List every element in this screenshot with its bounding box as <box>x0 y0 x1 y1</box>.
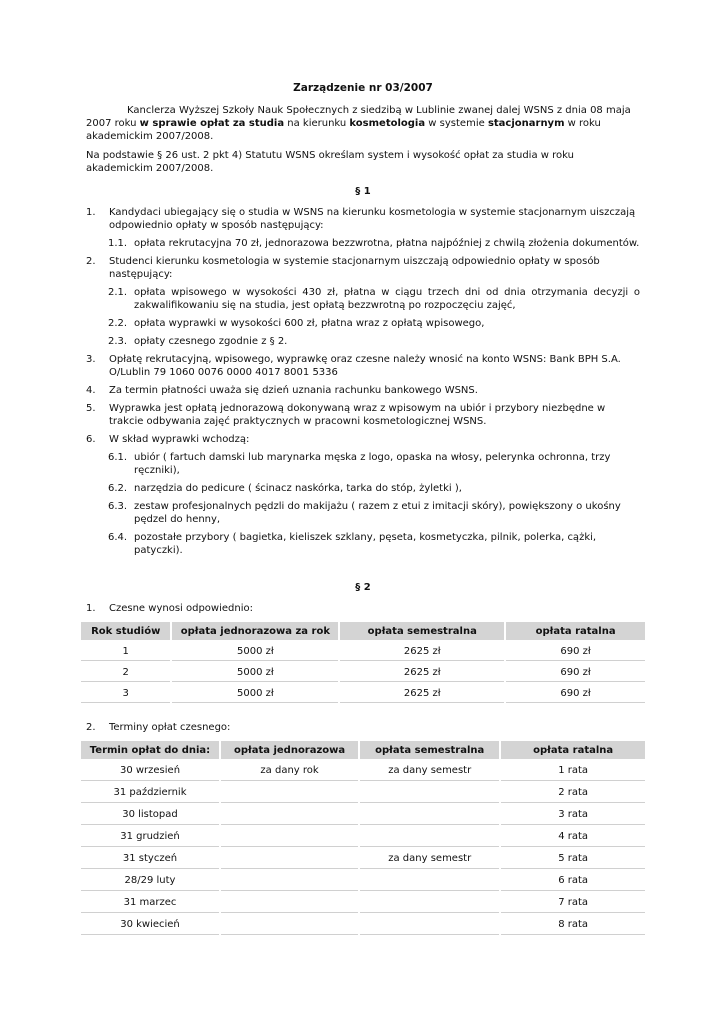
sub-list-item: 2.3. opłaty czesnego zgodnie z § 2. <box>108 336 288 347</box>
table-row: 30 wrzesień za dany rok za dany semestr 1 rata <box>81 761 645 781</box>
table-header: opłata ratalna <box>501 741 645 759</box>
sub-list-item: 2.1. opłata wpisowego w wysokości 430 zł, płatna w ciągu trzech dni od dnia otrzymania decyzji o zakwalifikowaniu się na studia, jest opłatą bezzwrotną po rozpoczęciu zajęć, <box>108 287 640 311</box>
list-item: 1. Czesne wynosi odpowiednio: <box>86 603 253 614</box>
list-item: 5. Wyprawka jest opłatą jednorazową dokonywaną wraz z wpisowym na ubiór i przybory niezbędne w trakcie odbywania zajęć praktycznych w pracowni kosmetologicznej WSNS. <box>86 403 606 427</box>
sub-list-item: 6.3. zestaw profesjonalnych pędzli do makijażu ( razem z etui z imitacji skóry), powiększony o ukośny pędzel do henny, <box>108 501 621 525</box>
sub-list-item: 2.2. opłata wyprawki w wysokości 600 zł, płatna wraz z opłatą wpisowego, <box>108 318 485 329</box>
table-row: 30 kwiecień 8 rata <box>81 915 645 935</box>
list-item: 6. W skład wyprawki wchodzą: <box>86 434 250 445</box>
sub-list-item: 6.4. pozostałe przybory ( bagietka, kieliszek szklany, pęseta, kosmetyczka, pilnik, polerka, cążki, patyczki). <box>108 532 597 556</box>
section-2-heading: § 2 <box>355 582 371 593</box>
table-header: opłata semestralna <box>360 741 499 759</box>
list-item: 1. Kandydaci ubiegający się o studia w WSNS na kierunku kosmetologia w systemie stacjonarnym uiszczają odpowiednio opłaty w sposób następujący: <box>86 207 636 231</box>
table-header: Rok studiów <box>81 622 170 640</box>
table-row: 1 5000 zł 2625 zł 690 zł <box>81 642 645 661</box>
table-header: opłata semestralna <box>340 622 504 640</box>
table-row: 31 październik 2 rata <box>81 783 645 803</box>
list-item: 2. Terminy opłat czesnego: <box>86 722 231 733</box>
list-item: 3. Opłatę rekrutacyjną, wpisowego, wyprawkę oraz czesne należy wnosić na konto WSNS: Bank BPH S.A. O/Lublin 79 1060 0076 0000 4017 8001 5336 <box>86 354 621 378</box>
sub-list-item: 1.1. opłata rekrutacyjna 70 zł, jednorazowa bezzwrotna, płatna najpóźniej z chwilą złożenia dokumentów. <box>108 238 640 249</box>
table-row: 30 listopad 3 rata <box>81 805 645 825</box>
table-blank-row <box>81 705 645 715</box>
table-row: 31 styczeń za dany semestr 5 rata <box>81 849 645 869</box>
intro-text-a: Kanclerza Wyższej Szkoły Nauk Społecznych z siedzibą w Lublinie zwanej dalej WSNS z dnia 08 maja 2007 roku <box>86 105 631 129</box>
document-title: Zarządzenie nr 03/2007 <box>293 82 433 94</box>
legal-basis-paragraph: Na podstawie § 26 ust. 2 pkt 4) Statutu WSNS określam system i wysokość opłat za studia w roku akademickim 2007/2008. <box>86 150 574 174</box>
table-row: 28/29 luty 6 rata <box>81 871 645 891</box>
payment-deadlines-table <box>79 739 647 937</box>
intro-bold-system: stacjonarnym <box>487 118 565 129</box>
intro-bold-subject: w sprawie opłat za studia <box>139 118 285 129</box>
tuition-table <box>79 620 647 717</box>
sub-list-item: 6.2. narzędzia do pedicure ( ścinacz naskórka, tarka do stóp, żyletki ), <box>108 483 462 494</box>
table-header: opłata ratalna <box>506 622 645 640</box>
intro-text-g: w roku akademickim 2007/2008. <box>86 118 601 142</box>
intro-bold-field: kosmetologia <box>349 118 426 129</box>
sub-list-item: 6.1. ubiór ( fartuch damski lub marynarka męska z logo, opaska na włosy, pelerynka ochronna, trzy ręczniki), <box>108 452 611 476</box>
intro-paragraph <box>86 104 640 143</box>
table-row: 31 grudzień 4 rata <box>81 827 645 847</box>
table-row: 31 marzec 7 rata <box>81 893 645 913</box>
intro-text-c: na kierunku <box>284 118 350 129</box>
table-header: opłata jednorazowa <box>221 741 358 759</box>
table-header: Termin opłat do dnia: <box>81 741 219 759</box>
list-item: 2. Studenci kierunku kosmetologia w systemie stacjonarnym uiszczają odpowiednio opłaty w sposób następujący: <box>86 256 600 280</box>
table-row: 2 5000 zł 2625 zł 690 zł <box>81 663 645 682</box>
list-item: 4. Za termin płatności uważa się dzień uznania rachunku bankowego WSNS. <box>86 385 478 396</box>
table-row: 3 5000 zł 2625 zł 690 zł <box>81 684 645 703</box>
document-page <box>86 82 640 937</box>
intro-text-e: w systemie <box>425 118 488 129</box>
section-1-heading: § 1 <box>355 186 371 197</box>
table-header: opłata jednorazowa za rok <box>172 622 338 640</box>
